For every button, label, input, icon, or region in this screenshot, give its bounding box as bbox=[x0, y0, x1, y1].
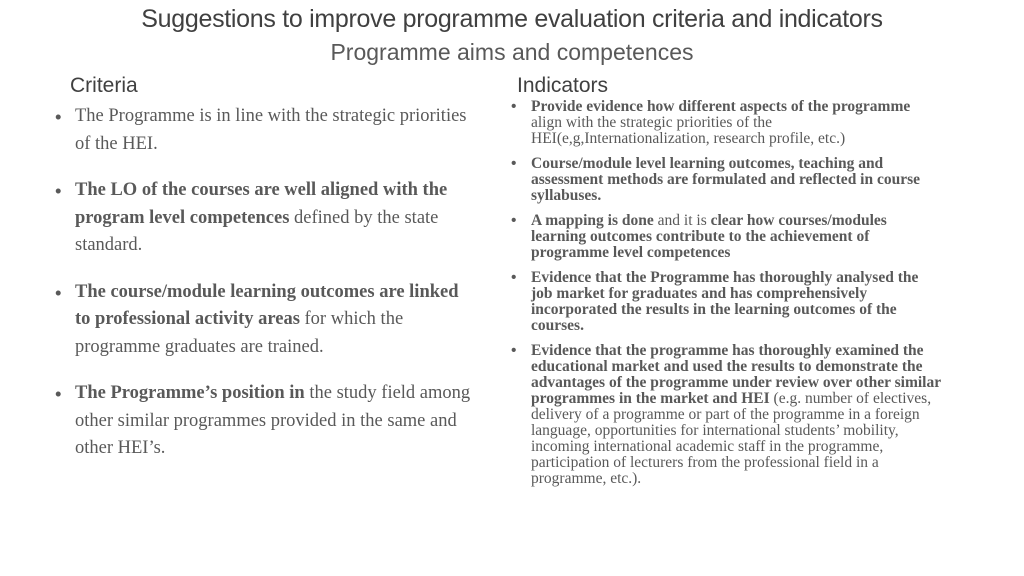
slide-subtitle: Programme aims and competences bbox=[330, 39, 694, 65]
indicators-list bbox=[511, 99, 941, 496]
bullet-icon: • bbox=[55, 281, 62, 303]
indicator-item-bold: Evidence that the programme has thoroughly examined the educational market and used the results to demonstrate the advantages of the programme under review over other similar programmes in the market and HEI bbox=[531, 342, 941, 407]
criteria-heading: Criteria bbox=[70, 74, 138, 97]
indicator-item bbox=[511, 213, 941, 261]
criteria-item bbox=[55, 177, 475, 260]
indicator-item-bold: A mapping is done bbox=[531, 212, 654, 229]
indicator-item-bold: clear how courses/modules learning outcomes contribute to the achievement of programme level competences bbox=[531, 212, 887, 261]
criteria-item-text: for which the programme graduates are trained. bbox=[75, 309, 404, 357]
criteria-item-text: The Programme is in line with the strategic priorities of the HEI. bbox=[75, 106, 467, 154]
indicator-item bbox=[511, 99, 941, 147]
criteria-item-bold: The Programme’s position in bbox=[75, 383, 305, 403]
indicator-item bbox=[511, 156, 941, 204]
bullet-icon: • bbox=[55, 106, 62, 127]
bullet-icon: • bbox=[511, 212, 517, 229]
bullet-icon: • bbox=[511, 155, 517, 172]
indicator-item-text: (e.g. number of electives, delivery of a programme or part of the programme in a foreign language, opportunities for international students’ mobility, incoming international academic staff in the programme, participation of lecturers from the professional field in a programme, etc.). bbox=[531, 390, 932, 487]
indicator-item-bold: Evidence that the Programme has thoroughly analysed the job market for graduates and has comprehensively incorporated the results in the learning outcomes of the courses. bbox=[531, 269, 919, 334]
slide-title: Suggestions to improve programme evaluation criteria and indicators bbox=[141, 5, 883, 33]
criteria-item-bold: The LO of the courses are well aligned with the program level competences bbox=[75, 180, 448, 228]
indicator-item-bold: Course/module level learning outcomes, teaching and assessment methods are formulated and reflected in course syllabuses. bbox=[531, 155, 921, 204]
criteria-item bbox=[55, 380, 475, 463]
bullet-icon: • bbox=[511, 342, 517, 359]
indicators-heading: Indicators bbox=[517, 74, 609, 97]
criteria-item-text: defined by the state standard. bbox=[75, 207, 439, 255]
bullet-icon: • bbox=[511, 98, 517, 115]
indicator-item-text: and it is bbox=[653, 212, 711, 229]
indicator-item bbox=[511, 270, 941, 334]
criteria-item bbox=[55, 279, 475, 362]
bullet-icon: • bbox=[511, 269, 517, 286]
criteria-item-text: the study field among other similar programmes provided in the same and other HEI’s. bbox=[75, 383, 471, 458]
bullet-icon: • bbox=[55, 383, 62, 404]
indicator-item-bold: Provide evidence how different aspects of the programme bbox=[531, 98, 911, 115]
criteria-list bbox=[55, 103, 475, 482]
bullet-icon: • bbox=[55, 180, 62, 201]
indicator-item bbox=[511, 343, 941, 487]
criteria-item-bold: The course/module learning outcomes are linked to professional activity areas bbox=[75, 281, 459, 329]
indicator-item-text: align with the strategic priorities of the HEI(e,g,Internationalization, research profile, etc.) bbox=[531, 114, 846, 147]
criteria-item bbox=[55, 103, 475, 158]
